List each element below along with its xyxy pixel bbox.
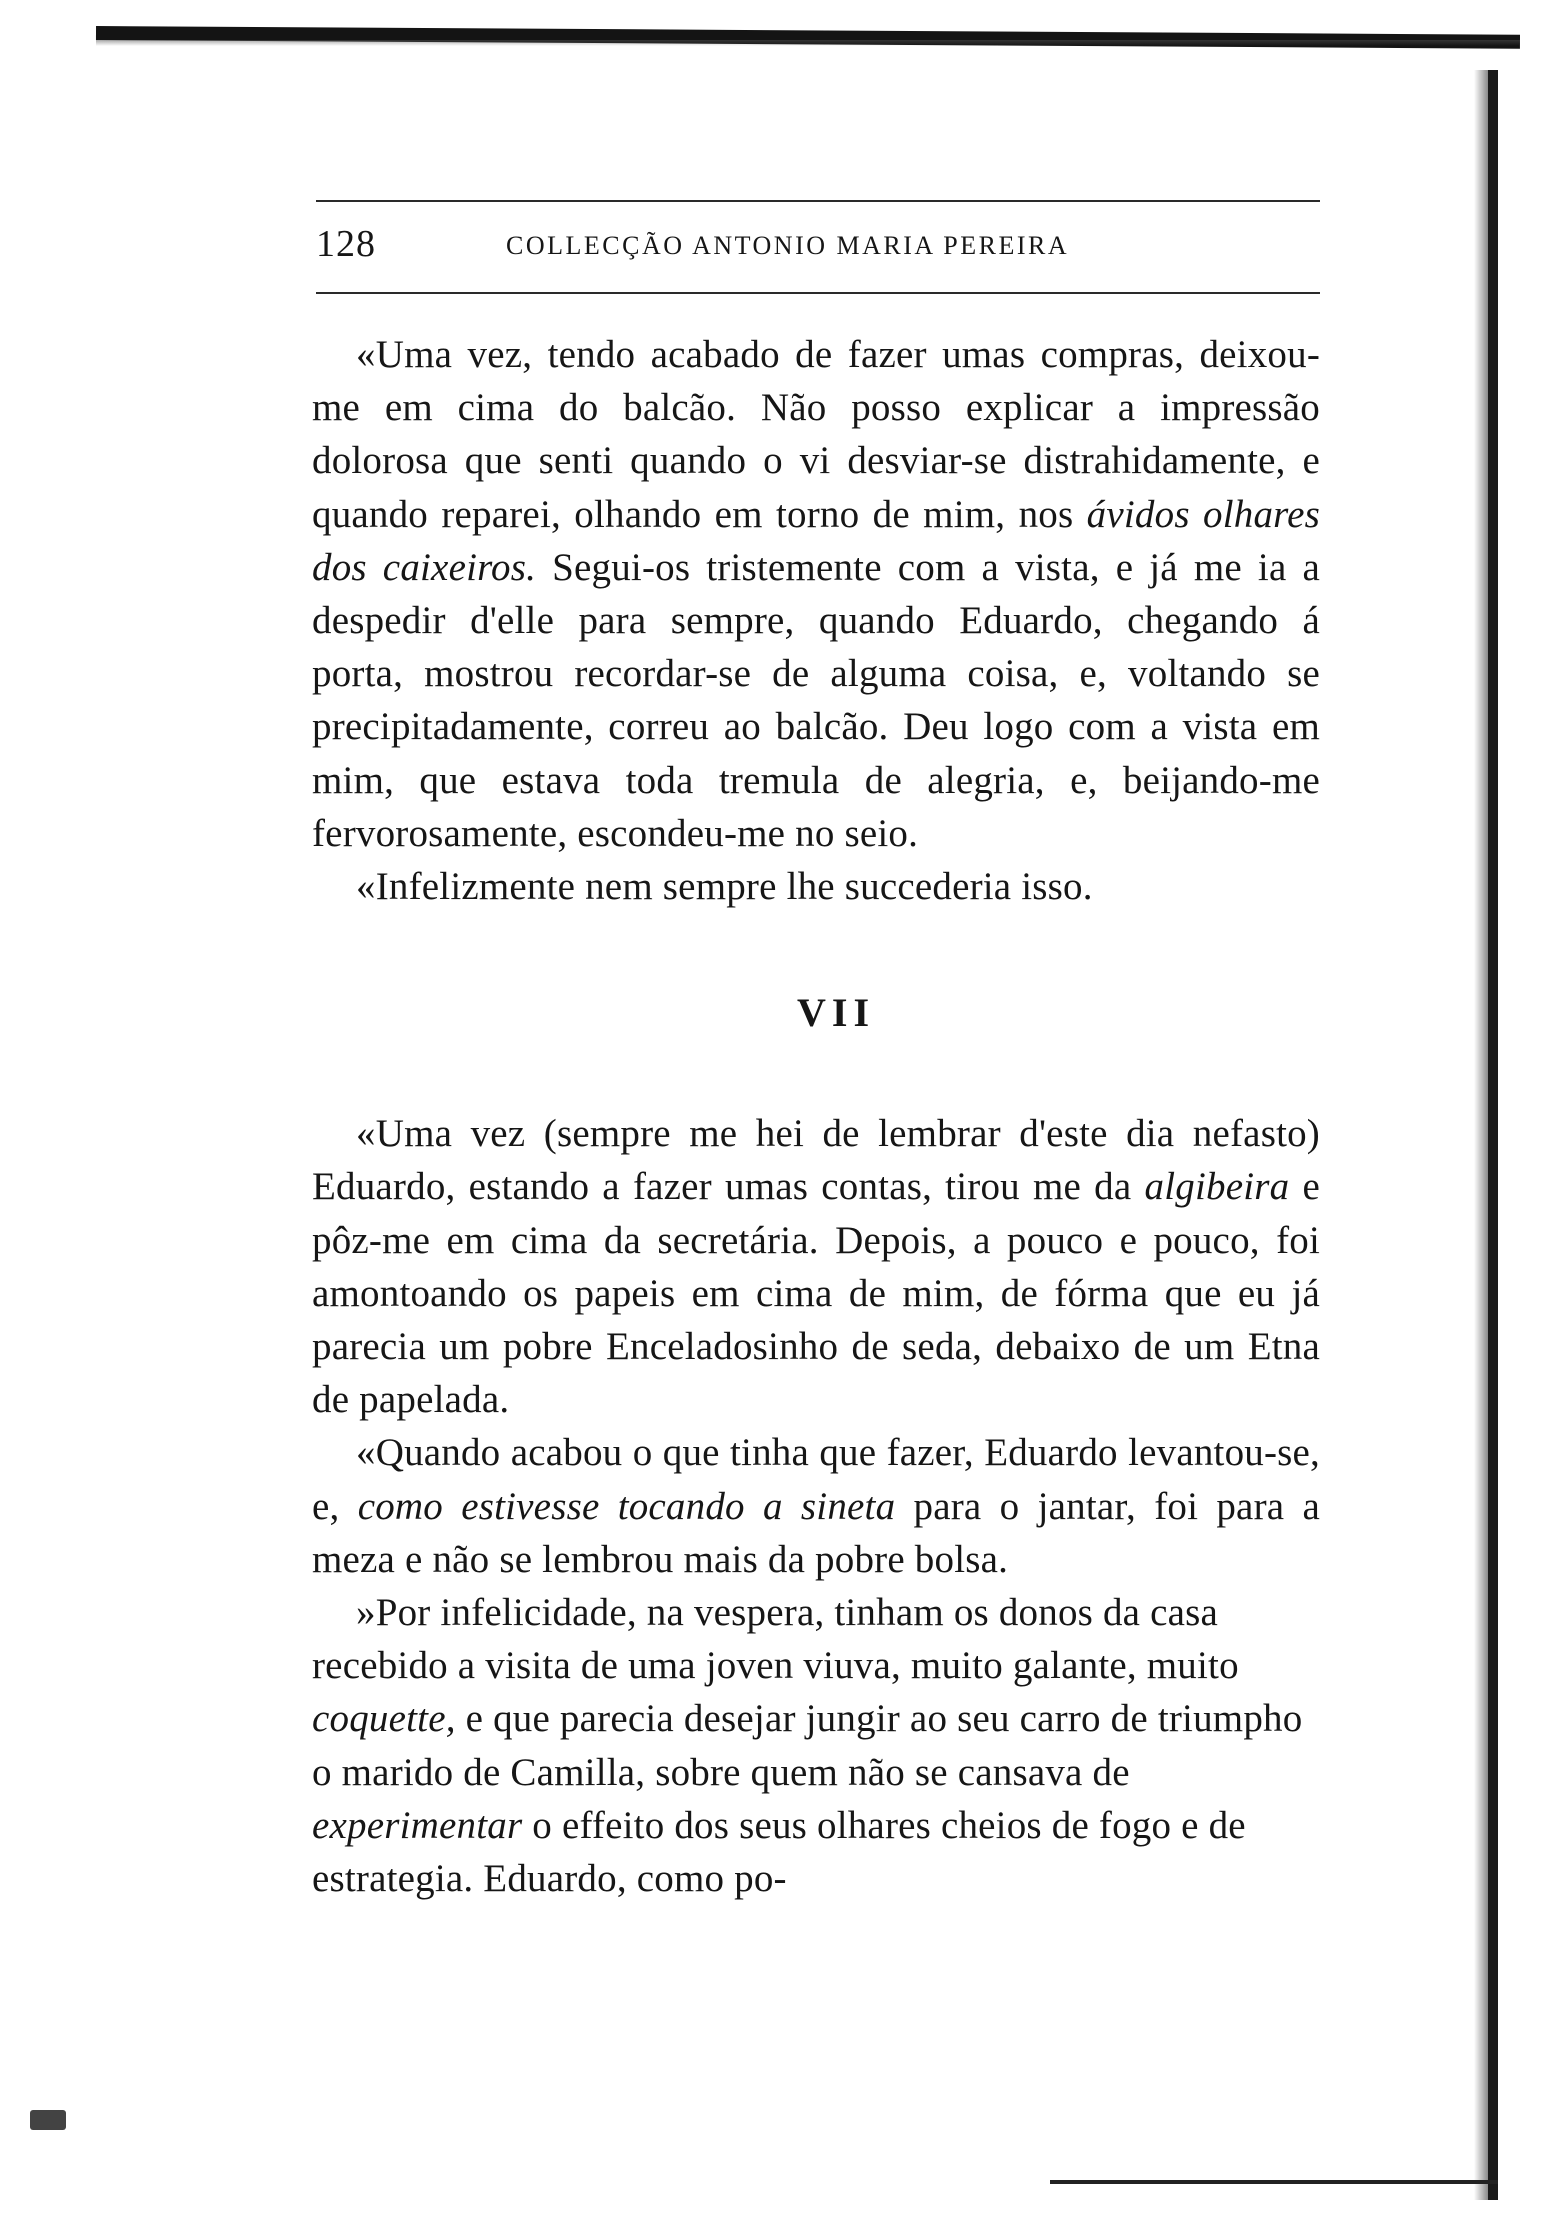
scan-bottom-edge [1050,2180,1498,2184]
header-rule-top [316,200,1320,202]
paragraph-desk: «Uma vez (sempre me hei de lembrar d'este dia nefasto) Eduardo, estando a fazer umas contas, tirou me da algibeira e pôz-me em cima da secretária. Depois, a pouco e pouco, foi amontoando os papeis em cima de mim, de fórma que eu já parecia um pobre Enceladosinho de seda, debaixo de um Etna de papelada. [312,1112,1320,1422]
spacer [312,913,1320,983]
paragraph-unfortunately: «Infelizmente nem sempre lhe succederia isso. [356,865,1093,909]
scan-speck [30,2110,66,2130]
scan-right-edge [1488,70,1498,2200]
italic-phrase: experimentar [312,1803,523,1847]
section-heading: VII [796,990,876,1036]
page-number: 128 [316,223,376,265]
running-header [316,214,1320,274]
paragraph-purchases: «Uma vez, tendo acabado de fazer umas compras, deixou-me em cima do balcão. Não posso explicar a impressão dolorosa que senti quando o vi desviar-se distrahidamente, e quando reparei, olhando em torno de mim, nos ávidos olhares dos caixeiros. Segui-os tristemente com a vista, e já me ia a despedir d'elle para sempre, quando Eduardo, chegando á porta, mostrou recordar-se de alguma coisa, e, voltando se precipitadamente, correu ao balcão. Deu logo com a vista em mim, que estava toda tremula de alegria, e, beijando-me fervorosamente, escondeu-me no seio. [312,333,1320,855]
paragraph-dinner: «Quando acabou o que tinha que fazer, Eduardo levantou-se, e, como estivesse tocando a sineta para o jantar, foi para a meza e não se lembrou mais da pobre bolsa. [312,1431,1321,1581]
italic-phrase: ávidos olhares dos caixeiros. [312,492,1320,589]
header-rule-bottom [316,292,1320,294]
italic-phrase: como estivesse tocando a sineta [357,1484,896,1528]
collection-title: COLLECÇÃO ANTONIO MARIA PEREIRA [506,231,1070,260]
paragraph-widow: »Por infelicidade, na vespera, tinham os donos da casa recebido a visita de uma joven viuva, muito galante, muito coquette, e que parecia desejar jungir ao seu carro de triumpho o marido de Camilla, sobre quem não se cansava de experimentar o effeito dos seus olhares cheios de fogo e de estrategia. Eduardo, como po- [312,1591,1303,1901]
italic-phrase: algibeira [1144,1165,1290,1209]
spacer [312,1043,1320,1107]
scan-top-edge-shadow [96,40,1520,46]
scan-binding-shadow [1474,70,1488,2200]
page-body [312,328,1320,1905]
italic-phrase: coquette, [312,1697,456,1741]
